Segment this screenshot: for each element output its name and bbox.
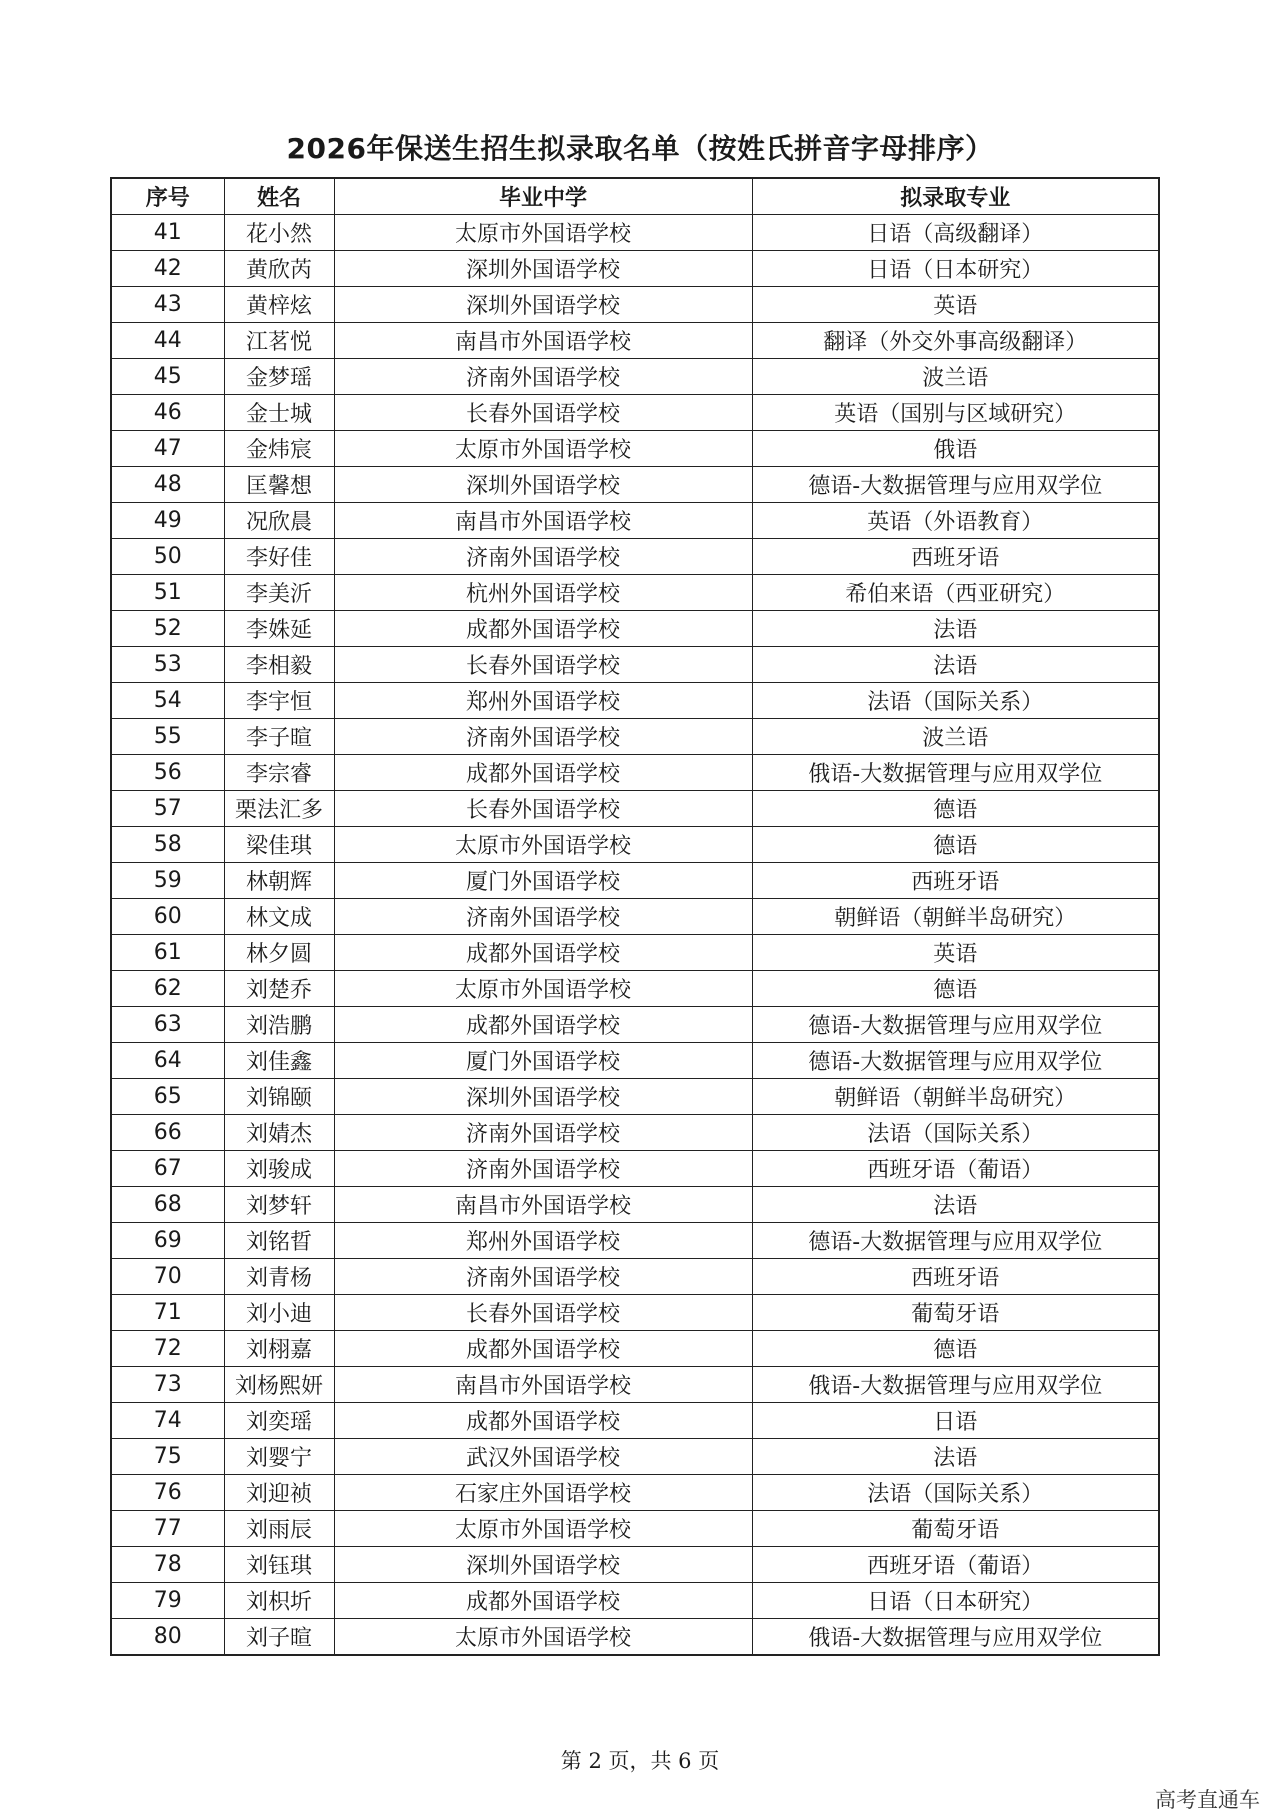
table-row: [111, 1331, 1159, 1367]
watermark: 高考直通车: [1155, 1788, 1260, 1812]
cell-serial-number: 74: [111, 1403, 224, 1439]
cell-serial-number: 54: [111, 683, 224, 719]
cell-serial-number: 50: [111, 539, 224, 575]
cell-major: 德语: [752, 791, 1159, 827]
table-row: [111, 467, 1159, 503]
cell-school: 深圳外国语学校: [334, 1079, 752, 1115]
cell-major: 英语（外语教育）: [752, 503, 1159, 539]
table-row: [111, 359, 1159, 395]
cell-student-name: 刘奕瑶: [224, 1403, 334, 1439]
cell-major: 西班牙语: [752, 1259, 1159, 1295]
cell-school: 深圳外国语学校: [334, 467, 752, 503]
cell-major: 德语-大数据管理与应用双学位: [752, 1223, 1159, 1259]
document-title: 2026年保送生招生拟录取名单（按姓氏拼音字母排序）: [286, 132, 994, 165]
cell-school: 济南外国语学校: [334, 719, 752, 755]
cell-school: 郑州外国语学校: [334, 683, 752, 719]
table-row: [111, 1367, 1159, 1403]
cell-school: 南昌市外国语学校: [334, 1367, 752, 1403]
cell-student-name: 刘迎祯: [224, 1475, 334, 1511]
cell-school: 太原市外国语学校: [334, 431, 752, 467]
cell-major: 西班牙语: [752, 539, 1159, 575]
table-row: [111, 1079, 1159, 1115]
cell-serial-number: 77: [111, 1511, 224, 1547]
table-row: [111, 1583, 1159, 1619]
cell-major: 德语: [752, 827, 1159, 863]
table-row: [111, 503, 1159, 539]
cell-major: 日语（日本研究）: [752, 1583, 1159, 1619]
cell-major: 德语-大数据管理与应用双学位: [752, 1043, 1159, 1079]
cell-student-name: 李好佳: [224, 539, 334, 575]
cell-school: 杭州外国语学校: [334, 575, 752, 611]
cell-serial-number: 49: [111, 503, 224, 539]
cell-school: 太原市外国语学校: [334, 971, 752, 1007]
cell-serial-number: 61: [111, 935, 224, 971]
cell-serial-number: 63: [111, 1007, 224, 1043]
cell-major: 俄语-大数据管理与应用双学位: [752, 1367, 1159, 1403]
cell-serial-number: 71: [111, 1295, 224, 1331]
table-row: [111, 647, 1159, 683]
cell-student-name: 黄梓炫: [224, 287, 334, 323]
cell-serial-number: 62: [111, 971, 224, 1007]
cell-school: 南昌市外国语学校: [334, 1187, 752, 1223]
cell-serial-number: 56: [111, 755, 224, 791]
table-row: [111, 1403, 1159, 1439]
cell-serial-number: 57: [111, 791, 224, 827]
cell-serial-number: 59: [111, 863, 224, 899]
table-header: [111, 178, 1159, 215]
cell-school: 济南外国语学校: [334, 1259, 752, 1295]
cell-student-name: 刘杨熙妍: [224, 1367, 334, 1403]
cell-major: 英语（国别与区域研究）: [752, 395, 1159, 431]
cell-student-name: 李相毅: [224, 647, 334, 683]
table-row: [111, 1511, 1159, 1547]
cell-school: 成都外国语学校: [334, 611, 752, 647]
cell-serial-number: 48: [111, 467, 224, 503]
cell-major: 希伯来语（西亚研究）: [752, 575, 1159, 611]
cell-school: 南昌市外国语学校: [334, 323, 752, 359]
cell-student-name: 金梦瑶: [224, 359, 334, 395]
cell-serial-number: 41: [111, 215, 224, 251]
cell-serial-number: 65: [111, 1079, 224, 1115]
table-row: [111, 1007, 1159, 1043]
cell-school: 深圳外国语学校: [334, 251, 752, 287]
cell-school: 深圳外国语学校: [334, 1547, 752, 1583]
cell-serial-number: 75: [111, 1439, 224, 1475]
cell-school: 厦门外国语学校: [334, 863, 752, 899]
table-row: [111, 611, 1159, 647]
cell-student-name: 刘骏成: [224, 1151, 334, 1187]
cell-serial-number: 55: [111, 719, 224, 755]
table-row: [111, 215, 1159, 251]
cell-serial-number: 58: [111, 827, 224, 863]
cell-serial-number: 60: [111, 899, 224, 935]
table-row: [111, 719, 1159, 755]
cell-school: 成都外国语学校: [334, 1331, 752, 1367]
cell-student-name: 刘青杨: [224, 1259, 334, 1295]
cell-school: 长春外国语学校: [334, 647, 752, 683]
table-row: [111, 1547, 1159, 1583]
cell-school: 太原市外国语学校: [334, 1619, 752, 1656]
cell-major: 英语: [752, 935, 1159, 971]
page-footer: 第 2 页，共 6 页: [560, 1749, 720, 1773]
cell-school: 太原市外国语学校: [334, 827, 752, 863]
cell-major: 西班牙语: [752, 863, 1159, 899]
cell-major: 波兰语: [752, 719, 1159, 755]
cell-student-name: 刘浩鹏: [224, 1007, 334, 1043]
header-major: 拟录取专业: [752, 178, 1159, 215]
cell-student-name: 李子暄: [224, 719, 334, 755]
cell-serial-number: 51: [111, 575, 224, 611]
cell-school: 济南外国语学校: [334, 1151, 752, 1187]
table-row: [111, 431, 1159, 467]
table-row: [111, 863, 1159, 899]
cell-school: 厦门外国语学校: [334, 1043, 752, 1079]
cell-school: 长春外国语学校: [334, 791, 752, 827]
cell-student-name: 花小然: [224, 215, 334, 251]
cell-major: 俄语-大数据管理与应用双学位: [752, 1619, 1159, 1656]
cell-student-name: 刘雨辰: [224, 1511, 334, 1547]
cell-student-name: 李宗睿: [224, 755, 334, 791]
cell-major: 西班牙语（葡语）: [752, 1547, 1159, 1583]
cell-school: 武汉外国语学校: [334, 1439, 752, 1475]
cell-serial-number: 46: [111, 395, 224, 431]
table-row: [111, 899, 1159, 935]
cell-school: 太原市外国语学校: [334, 1511, 752, 1547]
cell-school: 太原市外国语学校: [334, 215, 752, 251]
cell-major: 波兰语: [752, 359, 1159, 395]
cell-student-name: 刘钰琪: [224, 1547, 334, 1583]
cell-major: 德语: [752, 1331, 1159, 1367]
cell-student-name: 林夕圆: [224, 935, 334, 971]
cell-student-name: 黄欣芮: [224, 251, 334, 287]
cell-serial-number: 43: [111, 287, 224, 323]
cell-serial-number: 67: [111, 1151, 224, 1187]
cell-student-name: 李姝延: [224, 611, 334, 647]
cell-student-name: 李宇恒: [224, 683, 334, 719]
cell-student-name: 刘栩嘉: [224, 1331, 334, 1367]
header-serial-number: 序号: [111, 178, 224, 215]
table-row: [111, 1187, 1159, 1223]
table-row: [111, 1043, 1159, 1079]
cell-serial-number: 72: [111, 1331, 224, 1367]
cell-student-name: 刘枳圻: [224, 1583, 334, 1619]
cell-school: 济南外国语学校: [334, 359, 752, 395]
cell-serial-number: 52: [111, 611, 224, 647]
admission-table: [110, 177, 1160, 1656]
table-row: [111, 1223, 1159, 1259]
cell-student-name: 刘子暄: [224, 1619, 334, 1656]
cell-major: 法语: [752, 1439, 1159, 1475]
table-row: [111, 395, 1159, 431]
table-row: [111, 287, 1159, 323]
table-row: [111, 1439, 1159, 1475]
cell-serial-number: 47: [111, 431, 224, 467]
cell-student-name: 刘小迪: [224, 1295, 334, 1331]
table-row: [111, 1151, 1159, 1187]
cell-major: 俄语: [752, 431, 1159, 467]
cell-major: 葡萄牙语: [752, 1295, 1159, 1331]
cell-student-name: 刘佳鑫: [224, 1043, 334, 1079]
table-row: [111, 683, 1159, 719]
table-row: [111, 1295, 1159, 1331]
cell-serial-number: 66: [111, 1115, 224, 1151]
cell-serial-number: 78: [111, 1547, 224, 1583]
cell-major: 朝鲜语（朝鲜半岛研究）: [752, 899, 1159, 935]
cell-school: 南昌市外国语学校: [334, 503, 752, 539]
cell-major: 法语: [752, 611, 1159, 647]
table-row: [111, 1115, 1159, 1151]
cell-serial-number: 73: [111, 1367, 224, 1403]
header-name: 姓名: [224, 178, 334, 215]
cell-major: 西班牙语（葡语）: [752, 1151, 1159, 1187]
cell-serial-number: 79: [111, 1583, 224, 1619]
cell-student-name: 况欣晨: [224, 503, 334, 539]
cell-serial-number: 53: [111, 647, 224, 683]
table-row: [111, 251, 1159, 287]
cell-student-name: 刘楚乔: [224, 971, 334, 1007]
table-row: [111, 755, 1159, 791]
cell-student-name: 林文成: [224, 899, 334, 935]
cell-major: 葡萄牙语: [752, 1511, 1159, 1547]
table-row: [111, 575, 1159, 611]
cell-major: 日语（高级翻译）: [752, 215, 1159, 251]
cell-major: 法语: [752, 1187, 1159, 1223]
cell-school: 成都外国语学校: [334, 935, 752, 971]
cell-student-name: 梁佳琪: [224, 827, 334, 863]
cell-student-name: 刘梦轩: [224, 1187, 334, 1223]
cell-major: 日语: [752, 1403, 1159, 1439]
cell-student-name: 匡馨想: [224, 467, 334, 503]
cell-major: 德语-大数据管理与应用双学位: [752, 467, 1159, 503]
table-row: [111, 935, 1159, 971]
cell-student-name: 刘婴宁: [224, 1439, 334, 1475]
cell-school: 长春外国语学校: [334, 1295, 752, 1331]
cell-major: 翻译（外交外事高级翻译）: [752, 323, 1159, 359]
cell-major: 法语（国际关系）: [752, 1115, 1159, 1151]
cell-major: 日语（日本研究）: [752, 251, 1159, 287]
cell-school: 成都外国语学校: [334, 1403, 752, 1439]
cell-school: 济南外国语学校: [334, 1115, 752, 1151]
cell-student-name: 金士城: [224, 395, 334, 431]
cell-major: 法语（国际关系）: [752, 683, 1159, 719]
cell-school: 济南外国语学校: [334, 899, 752, 935]
table-row: [111, 1619, 1159, 1656]
cell-major: 朝鲜语（朝鲜半岛研究）: [752, 1079, 1159, 1115]
cell-serial-number: 80: [111, 1619, 224, 1656]
cell-serial-number: 70: [111, 1259, 224, 1295]
cell-serial-number: 44: [111, 323, 224, 359]
cell-serial-number: 69: [111, 1223, 224, 1259]
table-body: [111, 215, 1159, 1656]
cell-student-name: 刘铭晢: [224, 1223, 334, 1259]
table-row: [111, 971, 1159, 1007]
cell-serial-number: 45: [111, 359, 224, 395]
cell-student-name: 刘婧杰: [224, 1115, 334, 1151]
cell-student-name: 李美沂: [224, 575, 334, 611]
cell-school: 长春外国语学校: [334, 395, 752, 431]
cell-student-name: 林朝辉: [224, 863, 334, 899]
table-row: [111, 1475, 1159, 1511]
cell-serial-number: 76: [111, 1475, 224, 1511]
table-row: [111, 1259, 1159, 1295]
cell-serial-number: 68: [111, 1187, 224, 1223]
cell-school: 石家庄外国语学校: [334, 1475, 752, 1511]
cell-major: 德语-大数据管理与应用双学位: [752, 1007, 1159, 1043]
cell-student-name: 江茗悦: [224, 323, 334, 359]
cell-school: 成都外国语学校: [334, 755, 752, 791]
cell-major: 英语: [752, 287, 1159, 323]
table-row: [111, 791, 1159, 827]
cell-student-name: 刘锦颐: [224, 1079, 334, 1115]
table-row: [111, 827, 1159, 863]
cell-major: 德语: [752, 971, 1159, 1007]
cell-major: 俄语-大数据管理与应用双学位: [752, 755, 1159, 791]
table-row: [111, 323, 1159, 359]
cell-serial-number: 42: [111, 251, 224, 287]
cell-school: 郑州外国语学校: [334, 1223, 752, 1259]
cell-school: 成都外国语学校: [334, 1007, 752, 1043]
cell-school: 济南外国语学校: [334, 539, 752, 575]
cell-student-name: 栗法汇多: [224, 791, 334, 827]
header-school: 毕业中学: [334, 178, 752, 215]
cell-school: 成都外国语学校: [334, 1583, 752, 1619]
cell-student-name: 金炜宸: [224, 431, 334, 467]
header-row: [111, 178, 1159, 215]
table-row: [111, 539, 1159, 575]
cell-major: 法语（国际关系）: [752, 1475, 1159, 1511]
cell-major: 法语: [752, 647, 1159, 683]
cell-serial-number: 64: [111, 1043, 224, 1079]
cell-school: 深圳外国语学校: [334, 287, 752, 323]
